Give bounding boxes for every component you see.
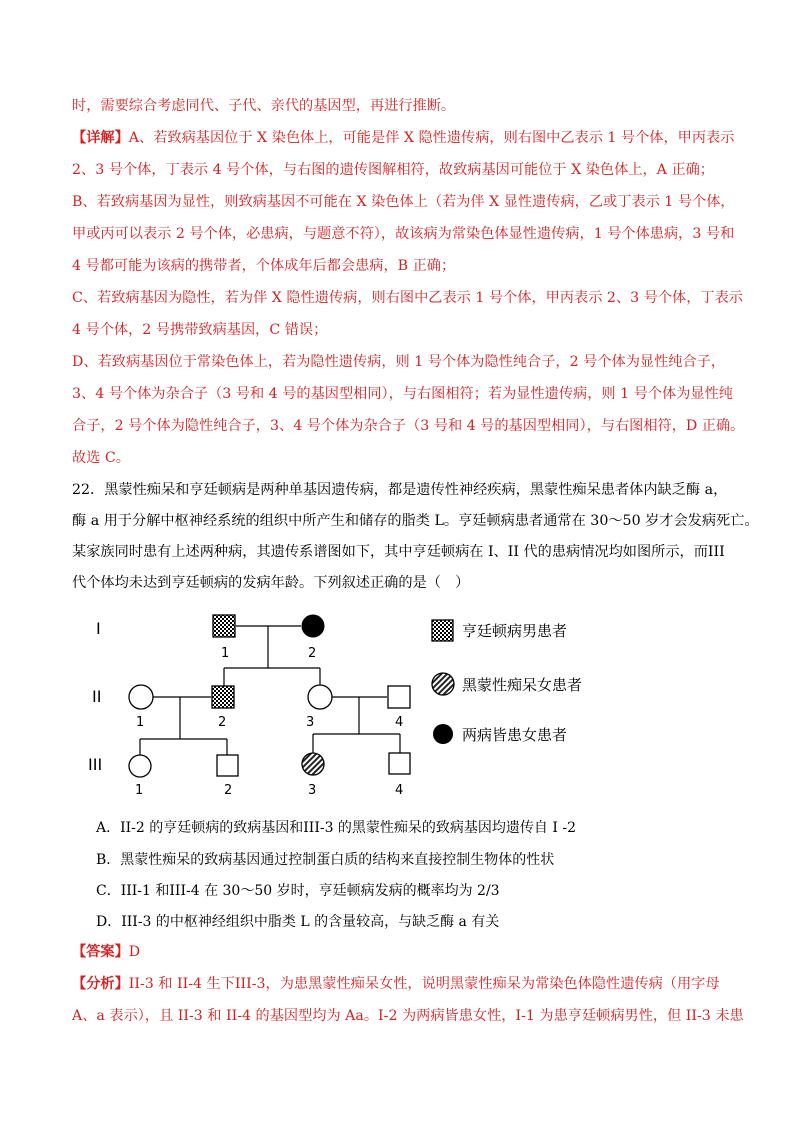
individual-number: 1 <box>221 646 230 661</box>
legend-label: 黑蒙性痴呆女患者 <box>462 676 583 694</box>
individual-III-2 <box>217 755 238 776</box>
option-b: B．黑蒙性痴呆的致病基因通过控制蛋白质的结构来直接控制生物体的性状 <box>96 852 555 868</box>
generation-label: II <box>92 687 102 706</box>
individual-number: 4 <box>395 783 404 798</box>
explanation-line: B、若致病基因为显性，则致病基因不可能在 X 染色体上（若为伴 X 显性遗传病，乙或丁表示 1 号个体， <box>72 194 735 210</box>
individual-number: 3 <box>308 783 317 798</box>
explanation-line: D、若致病基因位于常染色体上，若为隐性遗传病，则 1 号个体为隐性纯合子，2 号个体为显性纯合子， <box>72 354 726 370</box>
individual-II-4 <box>388 686 410 708</box>
answer-value: D <box>128 944 141 960</box>
legend-taysachs-female-symbol <box>432 673 454 695</box>
individual-II-1 <box>129 685 153 709</box>
pedigree-chart <box>80 604 600 804</box>
explanation-line: C、若致病基因为隐性，若为伴 X 隐性遗传病，则右图中乙表示 1 号个体，甲丙表示 2、3 号个体，丁表示 <box>72 290 743 306</box>
individual-I-1 <box>213 615 235 637</box>
question-line: 22．黑蒙性痴呆和亨廷顿病是两种单基因遗传病，都是遗传性神经疾病，黑蒙性痴呆患者体内缺乏酶 a， <box>72 482 728 498</box>
explanation-line: 故选 C。 <box>72 450 130 466</box>
individual-I-2 <box>302 615 324 637</box>
explanation-line: 时，需要综合考虑同代、子代、亲代的基因型，再进行推断。 <box>72 98 456 114</box>
individual-III-1 <box>129 755 151 777</box>
individual-II-3 <box>308 685 332 709</box>
legend-both-female-symbol <box>433 724 453 744</box>
individual-number: 2 <box>224 783 233 798</box>
individual-number: 4 <box>395 715 404 730</box>
pedigree-lines <box>140 626 400 755</box>
option-a: A．II-2 的亨廷顿病的致病基因和III-3 的黑蒙性痴呆的致病基因均遗传自 I -2 <box>96 820 577 836</box>
explanation-line: 甲或丙可以表示 2 号个体，必患病，与题意不符），故该病为常染色体显性遗传病，1 号个体患病，3 号和 <box>72 226 735 242</box>
individual-number: 1 <box>135 783 144 798</box>
individual-number: 2 <box>218 715 227 730</box>
explanation-line: 4 号个体，2 号携带致病基因，C 错误； <box>72 322 328 338</box>
individual-number: 1 <box>136 715 145 730</box>
explanation-line: 2、3 号个体，丁表示 4 号个体，与右图的遗传图解相符，故致病基因可能位于 X 染色体上，A 正确； <box>72 162 714 178</box>
analysis-line: A、a 表示），且 II-3 和 II-4 的基因型均为 Aa。I-2 为两病皆患女性，I-1 为患亨廷顿病男性，但 II-3 未患 <box>72 1008 744 1024</box>
answer-tag: 【答案】 <box>72 944 129 960</box>
question-line: 某家族同时患有上述两种病，其遗传系谱图如下，其中亨廷顿病在 I、II 代的患病情况均如图所示，而III <box>72 544 725 560</box>
answer-line <box>72 942 742 962</box>
explanation-line: 【详解】A、若致病基因位于 X 染色体上，可能是伴 X 隐性遗传病，则右图中乙表示 1 号个体，甲丙表示 <box>72 130 735 146</box>
individual-number: 3 <box>306 715 315 730</box>
analysis-tag: 【分析】 <box>72 976 129 992</box>
option-c: C．III-1 和III-4 在 30～50 岁时，亨廷顿病发病的概率均为 2/3 <box>96 883 500 899</box>
explanation-line: 3、4 号个体为杂合子（3 号和 4 号的基因型相同），与右图相符；若为显性遗传病，则 1 号个体为显性纯 <box>72 386 733 402</box>
detail-tag: 【详解】 <box>72 130 129 146</box>
explanation-line: 合子，2 号个体为隐性纯合子，3、4 号个体为杂合子（3 号和 4 号的基因型相同），与右图相符，D 正确。 <box>72 418 745 434</box>
individual-II-2 <box>212 686 234 708</box>
individual-number: 2 <box>308 646 317 661</box>
individual-III-3 <box>302 753 324 775</box>
option-d: D．III-3 的中枢神经组织中脂类 L 的含量较高，与缺乏酶 a 有关 <box>96 914 500 930</box>
legend-label: 两病皆患女患者 <box>462 726 568 744</box>
generation-label: III <box>88 755 103 774</box>
individual-III-4 <box>389 753 410 774</box>
analysis-line: 【分析】II-3 和 II-4 生下III-3，为患黑蒙性痴呆女性，说明黑蒙性痴呆为常染色体隐性遗传病（用字母 <box>72 976 720 992</box>
legend-label: 亨廷顿病男患者 <box>462 622 568 640</box>
explanation-line: 4 号都可能为该病的携带者，个体成年后都会患病，B 正确； <box>72 258 456 274</box>
question-line: 代个体均未达到亨廷顿病的发病年龄。下列叙述正确的是（ ） <box>72 575 470 591</box>
legend-huntington-male-symbol <box>432 620 453 641</box>
generation-label: I <box>96 619 101 638</box>
question-line: 酶 a 用于分解中枢神经系统的组织中所产生和储存的脂类 L。亨廷顿病患者通常在 30～50 岁才会发病死亡。 <box>72 513 759 529</box>
